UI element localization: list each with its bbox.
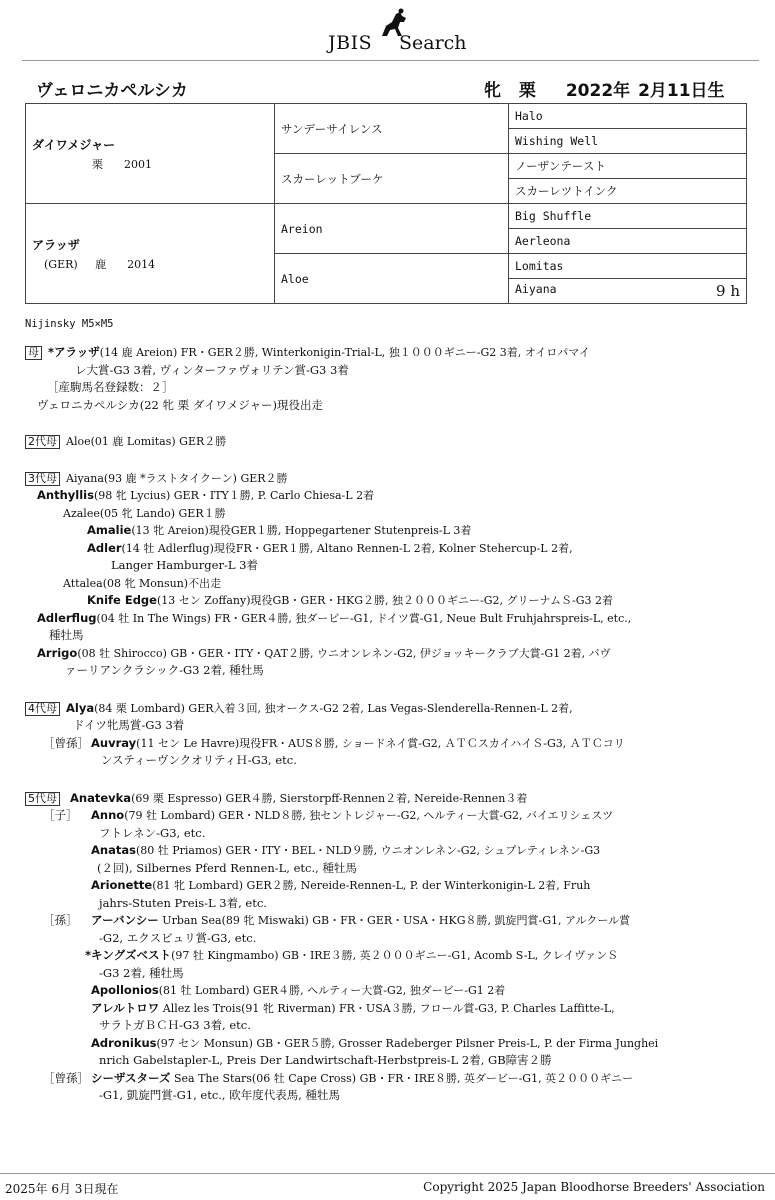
pedigree-sd-dam[interactable]: スカーレツトインク: [509, 179, 747, 204]
gen4-block: 4代母 Alya(84 栗 Lombard) GER入着３回, 独オークス-G2 2着, Las Vegas-Slenderella-Rennen-L 2着, ドイツ牝馬賞-G3 3着 ［曾孫］ Auvray(11 セン Le Havre)現役FR・AUS８勝, ショードネイ賞-G2, ＡＴＣスカイハイＳ-G3, ＡＴＣコリ ンスティーヴンクオリティＨ-G3, etc.: [25, 700, 755, 770]
urban-sea-link[interactable]: アーバンシー: [91, 913, 159, 927]
horse-name: ヴェロニカペルシカ: [36, 81, 188, 101]
pedigree-dam-sire[interactable]: Areion: [275, 204, 509, 254]
pedigree-table: [25, 103, 747, 304]
pedigree-sire[interactable]: ダイワメジャー 栗 2001: [26, 104, 275, 204]
kings-best-line2: -G3 2着, 種牡馬: [99, 965, 184, 980]
pedigree-sire-sire[interactable]: サンデーサイレンス: [275, 104, 509, 154]
gen3-block: 3代母 Aiyana(93 鹿 *ラストタイクーン) GER２勝 Anthyllis(98 牝 Lycius) GER・ITY１勝, P. Carlo Chiesa-L 2着 Azalee(05 牝 Lando) GER１勝 Amalie(13 牝 Areion)現役GER１勝, Hoppegartener Stutenpreis-L 3着 Adler(14 牡 Adlerflug)現役FR・GER１勝, Altano Rennen-L 2着, Kolner Stehercup-L 2着, Langer Hamburger-L 3着 Attalea(08 牝 Monsun)不出走 Knife Edge(13 セン Zoffany)現役GB・GER・HKG２勝, 独２０００ギニー-G2, グリーナムＳ-G3 2着 Adlerflug(04 牡 In The Wings) FR・GER４勝, 独ダービー-G1, ドイツ賞-G1, Neue Bult Fruhjahrspreis-L, etc., 種牡馬 Arrigo(08 牡 Shirocco) GB・GER・ITY・QAT２勝, ウニオンレネン-G2, 伊ジョッキークラブ大賞-G1 2着, バヴ ァーリアンクラシック-G3 2着, 種牡馬: [25, 470, 755, 680]
pedigree-dd-dam[interactable]: Aiyana 9 h: [509, 279, 747, 304]
gen2-block: [25, 433, 755, 451]
alya-link[interactable]: Alya: [66, 700, 95, 715]
great-grandchild-label-5: ［曾孫］: [43, 1070, 89, 1085]
arrigo-line2: ァーリアンクラシック-G3 2着, 種牡馬: [65, 663, 264, 677]
adlerflug-line2: 種牡馬: [49, 628, 84, 642]
gen2-text: Aloe(01 鹿 Lomitas) GER２勝: [66, 435, 227, 448]
auvray-link[interactable]: Auvray: [91, 735, 137, 750]
dam-link[interactable]: *アラッザ: [48, 345, 100, 359]
auvray-line2: ンスティーヴンクオリティＨ-G3, etc.: [101, 753, 297, 767]
gen3-tag: 3代母: [25, 472, 60, 486]
child-label: ［子］: [43, 808, 78, 822]
horse-sex: 牝: [484, 81, 501, 101]
footer-divider: [0, 1173, 775, 1174]
family-section: [25, 344, 755, 1122]
pedigree-dd-sire[interactable]: Lomitas: [509, 254, 747, 279]
logo-jbis-text: JBIS: [328, 32, 373, 54]
azalee-line: Azalee(05 牝 Lando) GER１勝: [63, 506, 226, 520]
gen1-line2: レ大賞-G3 3着, ヴィンターファヴォリテン賞-G3 3着: [75, 362, 349, 377]
footer-date: 2025年 6月 3日現在: [5, 1182, 119, 1196]
pedigree-sd-sire[interactable]: ノーザンテースト: [509, 154, 747, 179]
sea-the-stars-line2: -G1, 凱旋門賞-G1, etc., 欧年度代表馬, 種牡馬: [99, 1088, 341, 1102]
header-divider: [22, 60, 759, 61]
allez-line2: サラトガＢＣＨ-G3 3着, etc.: [99, 1018, 251, 1032]
pedigree-ss-dam[interactable]: Wishing Well: [509, 129, 747, 154]
anno-link[interactable]: Anno: [91, 808, 125, 822]
gen5-tag: 5代母: [25, 792, 60, 806]
pedigree-ds-sire[interactable]: Big Shuffle: [509, 204, 747, 229]
footer-copyright: Copyright 2025 Japan Bloodhorse Breeders' Association: [423, 1180, 765, 1194]
gen2-tag: 2代母: [25, 435, 60, 449]
logo-search-text: Search: [399, 32, 467, 54]
arrigo-link[interactable]: Arrigo: [37, 645, 78, 660]
pedigree-dam[interactable]: アラッザ (GER) 鹿 2014: [26, 204, 275, 304]
great-grandchild-label: ［曾孫］: [43, 735, 89, 750]
urban-sea-line2: -G2, エクスビュリ賞-G3, etc.: [99, 930, 257, 945]
knife-edge-link[interactable]: Knife Edge: [87, 593, 157, 607]
anno-line2: フトレネン-G3, etc.: [99, 825, 206, 840]
pedigree-ss-sire[interactable]: Halo: [509, 104, 747, 129]
alya-line2: ドイツ牝馬賞-G3 3着: [73, 718, 185, 732]
horse-color: 栗: [518, 81, 536, 101]
gen1-block: 母 *アラッザ(14 鹿 Areion) FR・GER２勝, Winterkonigin-Trial-L, 独１０００ギニー-G2 3着, オイロパマイ レ大賞-G3 3着, ヴィンターファヴォリテン賞-G3 3着 ［産駒馬名登録数：２］ ヴェロニカペルシカ(22 牝 栗 ダイワメジャー)現役出走: [25, 344, 755, 414]
amalie-link[interactable]: Amalie: [87, 523, 132, 537]
gen1-offspring: ヴェロニカペルシカ(22 牝 栗 ダイワメジャー)現役出走: [37, 397, 324, 412]
gen5-block: 5代母 Anatevka(69 栗 Espresso) GER４勝, Sierstorpff-Rennen２着, Nereide-Rennen３着 ［子］ Anno(79 牡 Lombard) GER・NLD８勝, 独セントレジャー-G2, ヘルティー大賞-G2, バイエリシェスツ フトレネン-G3, etc. Anatas(80 牡 Priamos) GER・ITY・BEL・NLD９勝, ウニオンレネン-G2, シュプレティレネン-G3 (２回), Silbernes Pferd Rennen-L, etc., 種牡馬 Arionette(81 牝 Lombard) GER２勝, Nereide-Rennen-L, P. der Winterkonigin-L 2着, Fruh jahrs-Stuten Preis-L 3着, etc. ［孫］ アーバンシー Urban Sea(89 牝 Miswaki) GB・FR・GER・USA・HKG８勝, 凱旋門賞-G1, アルクール賞 -G2, エクスビュリ賞-G3, etc. *キングズベスト(97 牡 Kingmambo) GB・IRE３勝, 英２０００ギニー-G1, Acomb S-L, クレイヴァンＳ -G3 2着, 種牡馬 Apollonios(81 牡 Lombard) GER４勝, ヘルティー大賞-G2, 独ダービー-G1 2着 アレルトロワ Allez les Trois(91 牝 Riverman) FR・USA３勝, フロール賞-G3, P. Charles Laffitte-L, サラトガＢＣＨ-G3 3着, etc. Adronikus(97 セン Monsun) GB・GER５勝, Grosser Radeberger Pilsner Preis-L, P. der Firma Junghei nrich Gabelstapler-L, Preis Der Landwirtschaft-Herbstpreis-L 2着, GB障害２勝 ［曾孫］ シーザスターズ Sea The Stars(06 牡 Cape Cross) GB・FR・IRE８勝, 英ダービー-G1, 英２０００ギニー -G1, 凱旋門賞-G1, etc., 欧年度代表馬, 種牡馬: [25, 790, 755, 1105]
pedigree-dam-dam[interactable]: Aloe: [275, 254, 509, 304]
gen1-tag: 母: [25, 346, 42, 360]
apollonios-link[interactable]: Apollonios: [91, 983, 159, 997]
adronikus-line2: nrich Gabelstapler-L, Preis Der Landwirtschaft-Herbstpreis-L 2着, GB障害２勝: [99, 1053, 552, 1067]
anthyllis-link[interactable]: Anthyllis: [37, 488, 94, 502]
hcode-value: 9 h: [716, 282, 740, 300]
jbis-search-logo: [328, 8, 468, 54]
gen4-tag: 4代母: [25, 702, 60, 716]
gen3-head: Aiyana(93 鹿 *ラストタイクーン) GER２勝: [66, 471, 288, 485]
arionette-link[interactable]: Arionette: [91, 878, 153, 892]
adlerflug-link[interactable]: Adlerflug: [37, 610, 97, 625]
horse-info: [484, 76, 735, 101]
horse-birth: 2022年 2月11日生: [565, 81, 725, 101]
attalea-line: Attalea(08 牝 Monsun)不出走: [63, 576, 222, 590]
adronikus-link[interactable]: Adronikus: [91, 1035, 157, 1050]
pedigree-sire-dam[interactable]: スカーレットブーケ: [275, 154, 509, 204]
adler-line2: Langer Hamburger-L 3着: [111, 558, 258, 572]
kings-best-link[interactable]: *キングズベスト: [85, 948, 172, 962]
pedigree-ds-dam[interactable]: Aerleona: [509, 229, 747, 254]
adler-link[interactable]: Adler: [87, 540, 122, 555]
sea-the-stars-link[interactable]: シーザスターズ: [91, 1070, 171, 1085]
gen1-offspring-count: ［産駒馬名登録数：２］: [47, 380, 174, 394]
anatas-line2: (２回), Silbernes Pferd Rennen-L, etc., 種牡馬: [97, 860, 357, 875]
anatevka-link[interactable]: Anatevka: [70, 790, 132, 805]
allez-les-trois-link[interactable]: アレルトロワ: [91, 1000, 160, 1015]
arionette-line2: jahrs-Stuten Preis-L 3着, etc.: [99, 895, 267, 910]
anatas-link[interactable]: Anatas: [91, 843, 136, 857]
inbreeding-note: Nijinsky M5×M5: [25, 318, 114, 330]
grandchild-label: ［孫］: [43, 913, 78, 927]
